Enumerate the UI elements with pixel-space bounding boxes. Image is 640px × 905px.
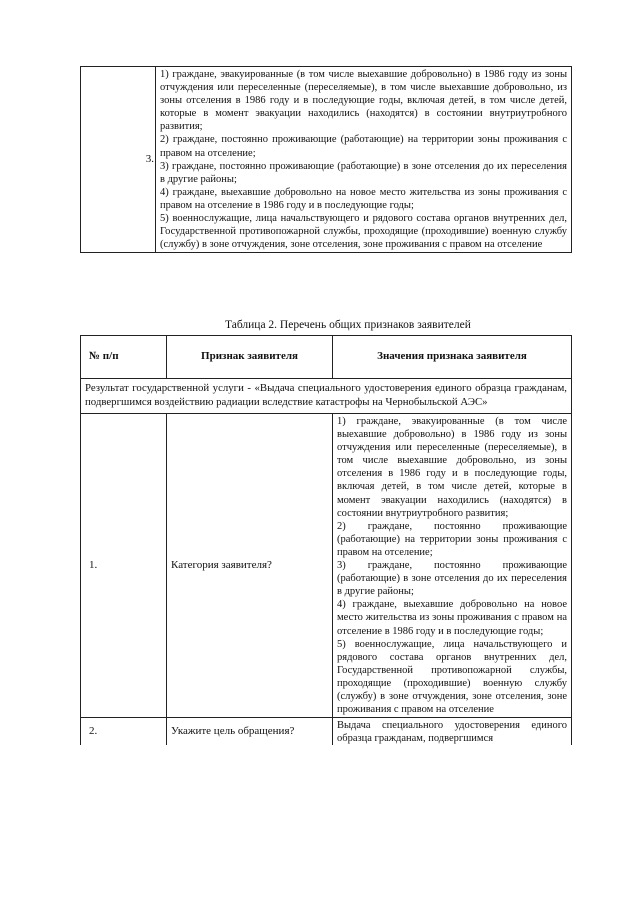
list-item: 3) граждане, постоянно проживающие (работающие) в зоне отселения до их переселения в другие районы; xyxy=(160,160,567,185)
table-row xyxy=(81,718,572,746)
table-row xyxy=(81,414,572,718)
attribute-question: Категория заявителя? xyxy=(167,414,333,718)
list-item: 1) граждане, эвакуированные (в том числе выехавшие добровольно) в 1986 году из зоны отчуждения или переселенные (переселяемые), в том числе выехавшие добровольно, из зоны отселения в 1986 году и в последующие годы, включая детей, в том числе детей, которые в момент эвакуации находились (находятся) в состоянии внутриутробного развития; xyxy=(160,69,567,133)
row-number: 2. xyxy=(81,718,167,746)
list-item: 2) граждане, постоянно проживающие (работающие) на территории зоны проживания с правом на отселение; xyxy=(337,520,567,558)
list-item: 5) военнослужащие, лица начальствующего и рядового состава органов внутренних дел, Государственной противопожарной службы, проходящие (проходившие) военную службу (службу) в зоне отчуждения, зоне отселения, зоне проживания с правом на отселение xyxy=(337,638,567,716)
table-row xyxy=(81,67,572,253)
list-item: 3) граждане, постоянно проживающие (работающие) в зоне отселения до их переселения в другие районы; xyxy=(337,560,567,598)
attribute-question: Укажите цель обращения? xyxy=(167,718,333,746)
column-header-values: Значения признака заявителя xyxy=(333,336,572,379)
row-number: 3. xyxy=(81,67,156,253)
list-item: 4) граждане, выехавшие добровольно на новое место жительства из зоны проживания с правом на отселение в 1986 году и в последующие годы; xyxy=(160,186,567,211)
list-item: 2) граждане, постоянно проживающие (работающие) на территории зоны проживания с правом на отселение; xyxy=(160,134,567,159)
table-caption: Таблица 2. Перечень общих признаков заявителей xyxy=(225,319,471,331)
list-item: 5) военнослужащие, лица начальствующего и рядового состава органов внутренних дел, Государственной противопожарной службы, проходящие (проходившие) военную службу (службу) в зоне отчуждения, зоне отселения, зоне проживания с правом на отселение xyxy=(160,213,567,251)
table-header-row xyxy=(81,336,572,379)
row-number: 1. xyxy=(81,414,167,718)
list-item: 1) граждане, эвакуированные (в том числе выехавшие добровольно) в 1986 году из зоны отчуждения или переселенные (переселяемые), в том числе выехавшие добровольно, из зоны отселения в 1986 году и в последующие годы, включая детей, в том числе детей, которые в момент эвакуации находились (находятся) в состоянии внутриутробного развития; xyxy=(337,416,567,519)
category-table-continuation xyxy=(80,66,572,253)
category-values-cell xyxy=(156,67,572,253)
list-item: 4) граждане, выехавшие добровольно на новое место жительства из зоны проживания с правом на отселение в 1986 году и в последующие годы; xyxy=(337,599,567,637)
column-header-number: № п/п xyxy=(81,336,167,379)
attribute-values-cell xyxy=(333,414,572,718)
applicant-attributes-table xyxy=(80,335,572,745)
attribute-values-cell: Выдача специального удостоверения единого образца гражданам, подвергшимся xyxy=(333,718,572,746)
column-header-attribute: Признак заявителя xyxy=(167,336,333,379)
service-result-cell: Результат государственной услуги - «Выдача специального удостоверения единого образца гражданам, подвергшимся воздействию радиации вследствие катастрофы на Чернобыльской АЭС» xyxy=(81,379,572,414)
table-row xyxy=(81,379,572,414)
